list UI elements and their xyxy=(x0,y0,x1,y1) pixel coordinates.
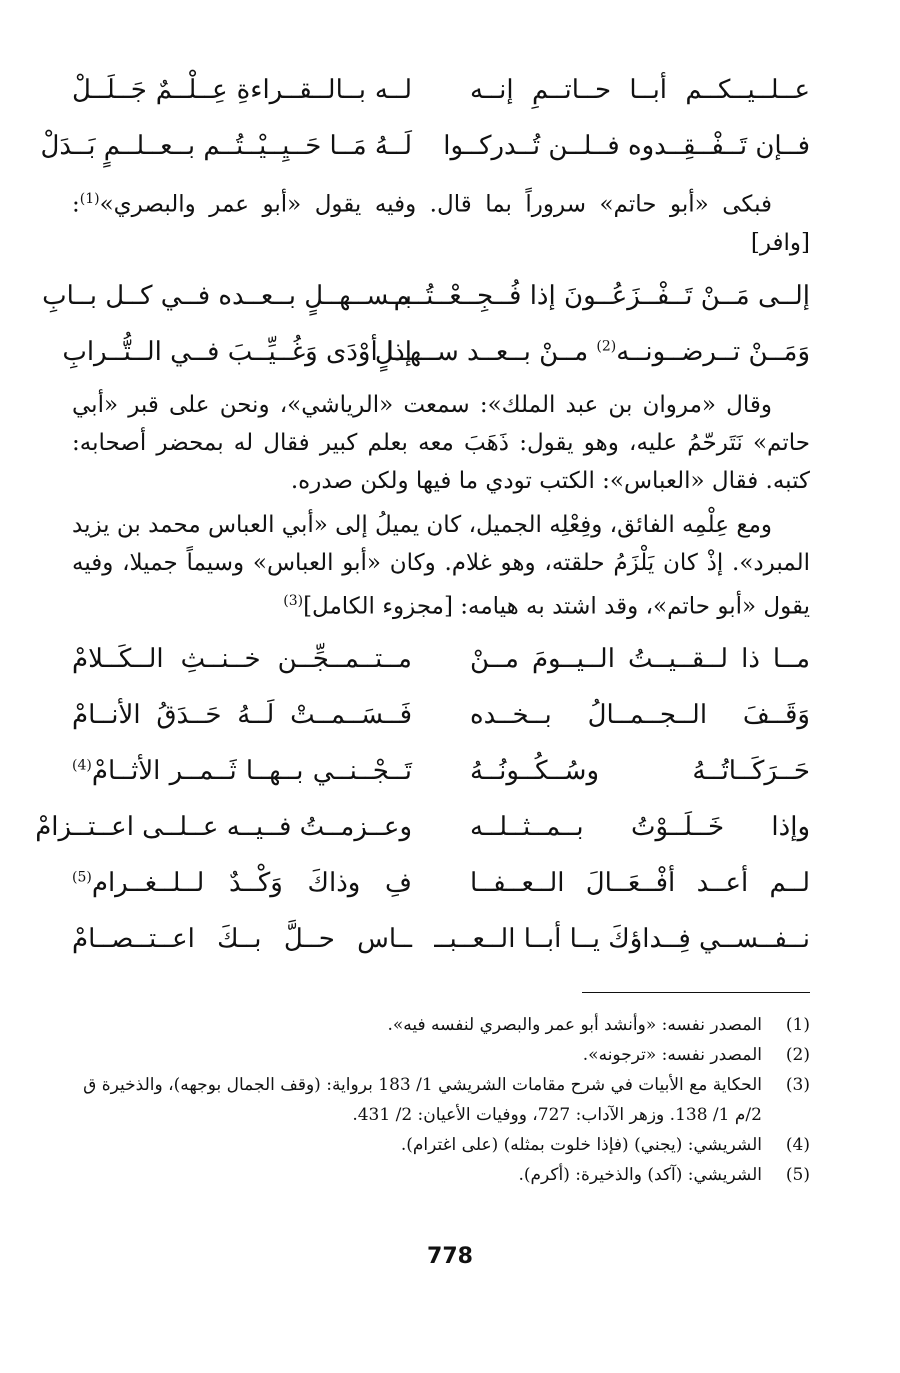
hemistich-second: بــســهــلٍ بــعــده فــي كــل بــابِ xyxy=(42,280,412,311)
footnote-ref: (3) xyxy=(283,592,304,609)
verse xyxy=(40,118,810,174)
footnote xyxy=(72,1010,810,1040)
footnote-separator xyxy=(582,992,810,993)
verse xyxy=(72,911,810,967)
footnote-ref: (4) xyxy=(72,757,92,774)
verse xyxy=(35,799,810,855)
verse xyxy=(62,324,810,380)
hemistich-text: وَمَــنْ تــرضــونــه xyxy=(616,336,810,367)
hemistich-text: مــتــمــجِّــن خــنــثِ الــكَــلامْ xyxy=(72,644,412,675)
hemistich-text: فَــسَــمــتْ لَــهُ حَــدَقُ الأنــامْ xyxy=(72,700,412,731)
verse xyxy=(42,268,810,324)
meter-label: : [وافر] xyxy=(72,191,810,256)
verse xyxy=(72,743,810,799)
hemistich-text: ــاس حــلَّ بــكَ اعــتــصــامْ xyxy=(72,924,412,955)
paragraph-text: فبكى «أبو حاتم» سروراً بما قال. وفيه يقول «أبو عمر والبصري» xyxy=(99,191,772,218)
paragraph-text: ومع عِلْمِه الفائق، وفِعْلِه الجميل، كان يميلُ إلى «أبي العباس محمد بن يزيد المبرد». إذْ كان يَلْزَمُ حلقته، وهو غلام. وكان «أبو العباس» وسيماً جميلا، وفيه يقول «أبو حاتم»، وقد اشتد به هيامه: [مجزوء الكامل] xyxy=(72,511,810,620)
hemistich-second xyxy=(72,756,412,786)
footnote xyxy=(72,1130,810,1160)
hemistich-second xyxy=(35,812,412,843)
hemistich-text: وعــزمــتُ فــيــه عــلــى اعــتــزامْ xyxy=(35,812,412,843)
footnotes xyxy=(72,1010,810,1190)
hemistich-first: لــم أعــد أفْــعَــالَ الــعــفــا xyxy=(470,868,810,899)
hemistich-first xyxy=(374,336,810,367)
footnote-number: (4) xyxy=(785,1135,810,1155)
main-text xyxy=(35,62,810,967)
footnote-number: (3) xyxy=(785,1075,810,1095)
verse xyxy=(72,855,810,911)
hemistich-first: حَــرَكَــاتُــهُ وسُــكُــونُــهُ xyxy=(470,756,810,787)
footnote-text: الحكاية مع الأبيات في شرح مقامات الشريشي 1/ 183 برواية: (وقف الجمال بوجهه)، والذخيرة ق 2/م 1/ 138. وزهر الآداب: 727، ووفيات الأعيان: 2/ 431. xyxy=(83,1075,762,1125)
footnote-number: (1) xyxy=(785,1015,810,1035)
hemistich-second: لَــهُ مَــا حَــيِــيْــتُــم بــعــلــمٍ بَــدَلْ xyxy=(40,131,412,161)
verse xyxy=(72,631,810,687)
footnote-ref: (5) xyxy=(72,869,92,886)
hemistich-first: مــا ذا لــقــيــتُ الــيــومَ مــنْ xyxy=(470,644,810,675)
poem-2 xyxy=(42,268,810,380)
hemistich-first: نــفــســي فِــداؤكَ يــا أبــا الــعــبــ xyxy=(434,924,810,955)
paragraph xyxy=(72,180,810,262)
hemistich-text: فِ وذاكَ وَكْــدٌ لــلــغــرام xyxy=(91,868,412,899)
footnote-text: الشريشي: (يجني) (فإذا خلوت بمثله) (على اغترام). xyxy=(400,1135,762,1155)
paragraph xyxy=(72,506,810,626)
footnote-text: المصدر نفسه: «ترجونه». xyxy=(582,1045,762,1065)
hemistich-text: تَــجْــنــي بــهــا ثَــمــر الأثــامْ xyxy=(91,756,412,787)
footnote xyxy=(72,1040,810,1070)
footnote xyxy=(72,1070,810,1130)
hemistich-second xyxy=(72,868,412,898)
verse xyxy=(72,62,810,118)
hemistich-second xyxy=(72,644,412,674)
paragraph: وقال «مروان بن عبد الملك»: سمعت «الرياشي»، ونحن على قبر «أبي حاتم» نَتَرحّمُ عليه، وهو يقول: ذَهَبَ معه بعلم كبير فقال له بمحضر أصحابه: كتبه. فقال «العباس»: الكتب تودي ما فيها ولكن صدره. xyxy=(72,391,810,494)
page-number: 778 xyxy=(427,1244,473,1269)
verse xyxy=(72,687,810,743)
hemistich-first: وَقَــفَ الــجــمــالُ بــخــده xyxy=(470,700,810,731)
hemistich-second: لــه بــالــقــراءةِ عِــلْــمٌ جَــلَــلْ xyxy=(72,75,412,105)
footnote-text: المصدر نفسه: «وأنشد أبو عمر والبصري لنفسه فيه». xyxy=(387,1015,762,1035)
hemistich-first: وإذا خَــلَــوْتُ بــمــثــلــه xyxy=(470,812,810,843)
footnote-ref: (2) xyxy=(596,338,617,354)
hemistich-first: فــإن تَــفْــقِــدوه فــلــن تُــدركــوا xyxy=(443,131,810,161)
poem-1 xyxy=(40,62,810,174)
poem-3 xyxy=(35,631,810,967)
hemistich-text: مــنْ بــعــد ســهــلٍ xyxy=(374,336,597,367)
footnote-number: (2) xyxy=(785,1045,810,1065)
footnote-text: الشريشي: (آكد) والذخيرة: (أكرم). xyxy=(518,1165,762,1185)
hemistich-first: عــلــيــكــم أبــا حــاتــمِ إنــه xyxy=(470,75,810,105)
hemistich-second xyxy=(72,924,412,954)
hemistich-first: إلــى مَــنْ تَــفْــزَعُــونَ إذا فُــجِــعْــتُــم xyxy=(393,280,810,311)
hemistich-second: إذا أوْدَى وَغُــيِّــبَ فــي الــتُّــرابِ xyxy=(62,336,412,367)
footnote-number: (5) xyxy=(785,1165,810,1185)
hemistich-second xyxy=(72,700,412,730)
footnote xyxy=(72,1160,810,1190)
footnote-ref: (1) xyxy=(79,191,100,207)
